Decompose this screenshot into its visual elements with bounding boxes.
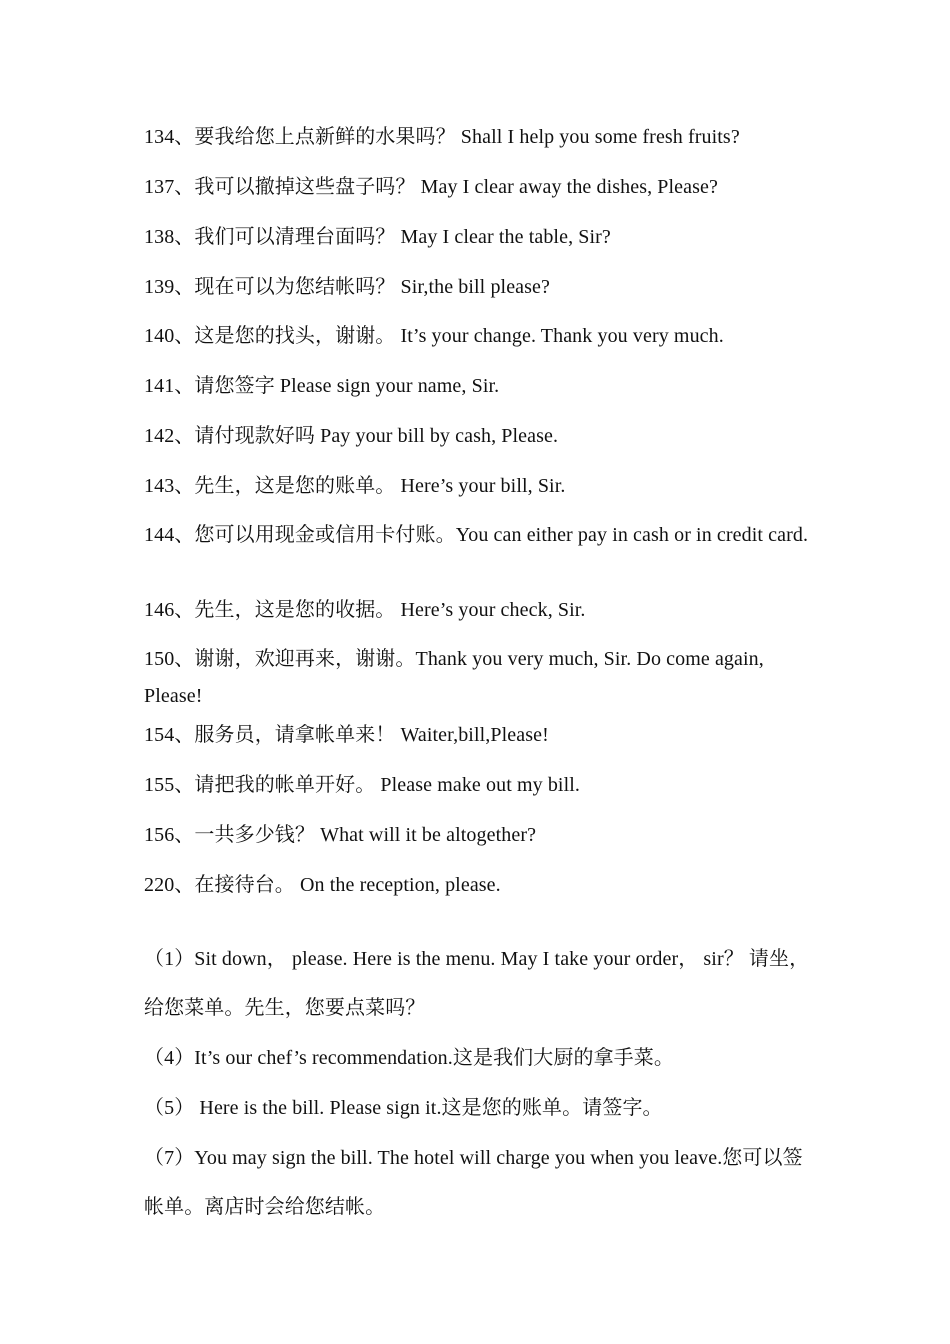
phrase-line-146: 146、先生，这是您的收据。 Here’s your check, Sir.: [144, 599, 586, 621]
phrase-line-142: 142、请付现款好吗 Pay your bill by cash, Please.: [144, 425, 559, 447]
phrase-line-155: 155、请把我的帐单开好。 Please make out my bill.: [144, 774, 580, 796]
phrase-line-220: 220、在接待台。 On the reception, please.: [144, 874, 501, 896]
phrase-line-138: 138、我们可以清理台面吗？ May I clear the table, Sir?: [144, 226, 611, 248]
phrase-line-139: 139、现在可以为您结帐吗？ Sir,the bill please?: [144, 276, 550, 298]
phrase-line-143: 143、先生，这是您的账单。 Here’s your bill, Sir.: [144, 475, 566, 497]
phrase-line-137: 137、我可以撤掉这些盘子吗？ May I clear away the dishes, Please?: [144, 176, 718, 198]
dialogue-line-4: （4）It’s our chef’s recommendation.这是我们大厨的拿手菜。: [144, 1047, 674, 1069]
phrase-line-156: 156、一共多少钱？ What will it be altogether?: [144, 824, 537, 846]
phrase-line-141: 141、请您签字 Please sign your name, Sir.: [144, 375, 500, 397]
phrase-line-134: 134、要我给您上点新鲜的水果吗？ Shall I help you some fresh fruits?: [144, 126, 740, 148]
phrase-line-144: 144、您可以用现金或信用卡付账。You can either pay in cash or in credit card.: [144, 524, 809, 546]
dialogue-line-7: （7）You may sign the bill. The hotel will charge you when you leave.您可以签帐单。离店时会给您结帐。: [144, 1147, 803, 1218]
phrase-line-150: 150、谢谢，欢迎再来，谢谢。Thank you very much, Sir. Do come again, Please!: [144, 648, 764, 707]
dialogue-line-5: （5） Here is the bill. Please sign it.这是您的账单。请签字。: [144, 1097, 663, 1119]
phrase-line-154: 154、服务员，请拿帐单来！ Waiter,bill,Please!: [144, 724, 549, 746]
dialogue-line-1: （1）Sit down， please. Here is the menu. May I take your order， sir？ 请坐，给您菜单。先生，您要点菜吗？: [144, 948, 810, 1019]
phrase-line-140: 140、这是您的找头，谢谢。 It’s your change. Thank you very much.: [144, 325, 724, 347]
